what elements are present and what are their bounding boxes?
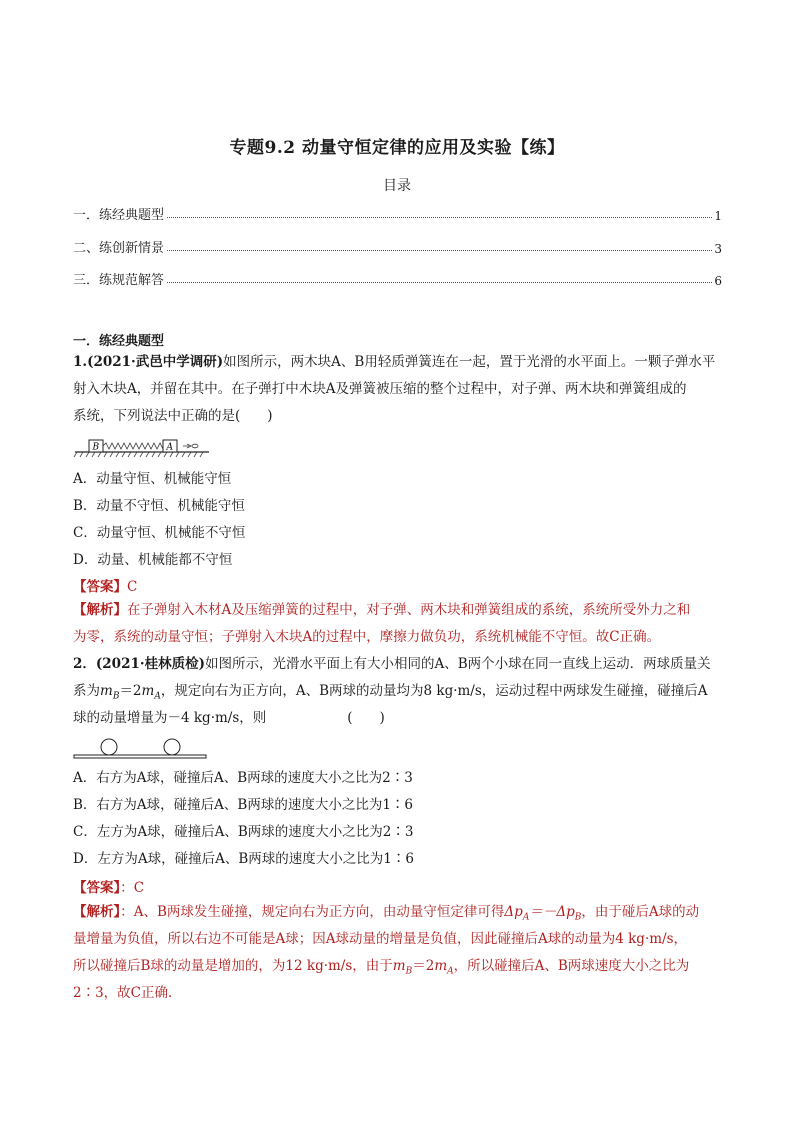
answer-line [73, 876, 144, 896]
stem-line: 如图所示，光滑水平面上有大小相同的A、B两个小球在同一直线上运动．两球质量关 [204, 656, 711, 672]
toc-entry[interactable] [73, 236, 722, 256]
option-d[interactable]: D．动量、机械能都不守恒 [73, 552, 233, 568]
spring-blocks-figure [73, 434, 213, 460]
block-b-label: B [92, 442, 100, 453]
bullet [192, 444, 198, 448]
stem-line: 系统，下列说法中正确的是( ) [73, 408, 273, 424]
math-sub: A [447, 966, 454, 977]
answer-label: 【答案】 [73, 579, 127, 595]
toc-entry-page: 1 [714, 209, 722, 223]
option-a[interactable]: A．动量守恒、机械能守恒 [73, 471, 232, 487]
analysis-line: 在子弹射入木材A及压缩弹簧的过程中，对子弹、两木块和弹簧组成的系统，系统所受外力之和 [127, 602, 691, 618]
analysis-text: ，所以碰撞后A、B两球速度大小之比为 [453, 958, 690, 974]
toc-leader [167, 281, 712, 283]
answer-value: ：C [120, 880, 145, 896]
answer-value: C [127, 579, 138, 595]
block-a-label: A [166, 442, 173, 453]
option-c[interactable]: C．左方为A球，碰撞后A、B两球的速度大小之比为2∶3 [73, 824, 414, 840]
analysis-text: ：A、B两球发生碰撞，规定向右为正方向，由动量守恒定律可得 [120, 904, 505, 920]
bullet-arrow [183, 444, 191, 448]
analysis-block [73, 597, 723, 651]
analysis-text: 所以碰撞后B球的动量是增加的，为12 kg·m/s，由于 [73, 958, 393, 974]
ball-left [101, 739, 117, 755]
stem-text: 系为 [73, 683, 100, 699]
answer-label: 【答案】 [73, 880, 121, 896]
toc-entry-page: 3 [714, 242, 722, 256]
math-sub: B [574, 912, 582, 923]
toc-entry-label: 三．练规范解答 [73, 273, 165, 288]
track [74, 755, 206, 758]
analysis-line: 为零，系统的动量守恒；子弹射入木块A的过程中，摩擦力做负功，系统机械能不守恒。故C正确。 [73, 629, 661, 645]
math-var: m [141, 683, 155, 699]
analysis-block [73, 899, 723, 1007]
toc-heading: 目录 [383, 178, 411, 194]
toc-entry-label: 一．练经典题型 [73, 208, 165, 223]
spring [103, 443, 165, 449]
ball-right [164, 739, 180, 755]
section-heading: 一．练经典题型 [73, 334, 165, 349]
analysis-line: 2∶3，故C正确． [73, 985, 182, 1001]
question-2-stem [73, 651, 723, 732]
option-b[interactable]: B．动量不守恒、机械能守恒 [73, 498, 245, 514]
question-source: (2021·武邑中学调研) [87, 354, 224, 370]
math-var: m [434, 958, 448, 974]
math-var: m [392, 958, 406, 974]
math-sub: B [405, 966, 413, 977]
toc-entry-label: 二、练创新情景 [73, 241, 165, 256]
math-var: ＝－Δp [529, 904, 575, 920]
option-d[interactable]: D．左方为A球，碰撞后A、B两球的速度大小之比为1∶6 [73, 851, 414, 867]
stem-line: 射入木块A，并留在其中。在子弹打中木块A及弹簧被压缩的整个过程中，对子弹、两木块和弹簧组成的 [73, 381, 687, 397]
stem-text: ，规定向右为正方向，A、B两球的动量均为8 kg·m/s，运动过程中两球发生碰撞，碰撞后A [160, 683, 708, 699]
analysis-label: 【解析】 [73, 602, 127, 618]
toc-entry[interactable] [73, 203, 722, 223]
analysis-text: ，由于碰后A球的动 [581, 904, 700, 920]
toc-entry-page: 6 [714, 274, 722, 288]
analysis-label: 【解析】 [73, 904, 121, 920]
stem-line: 如图所示，两木块A、B用轻质弹簧连在一起，置于光滑的水平面上。一颗子弹水平 [223, 354, 716, 370]
math-var: Δp [504, 904, 523, 920]
answer-line [73, 575, 137, 595]
question-number: 1. [73, 354, 88, 370]
question-1-stem [73, 349, 723, 430]
option-a[interactable]: A．右方为A球，碰撞后A、B两球的速度大小之比为2∶3 [73, 770, 413, 786]
toc-leader [167, 216, 712, 218]
option-b[interactable]: B．右方为A球，碰撞后A、B两球的速度大小之比为1∶6 [73, 797, 414, 813]
math-sub: A [522, 912, 530, 923]
question-number: 2． [73, 656, 96, 672]
option-c[interactable]: C．动量守恒、机械能不守恒 [73, 525, 246, 541]
question-source: (2021·桂林质检) [95, 656, 205, 672]
stem-text: ＝2 [119, 683, 142, 699]
toc-leader [167, 249, 712, 251]
math-sub: B [112, 691, 120, 702]
analysis-text: ＝2 [412, 958, 435, 974]
math-var: m [100, 683, 113, 699]
toc-entry[interactable] [73, 268, 722, 288]
analysis-line: 量增量为负值，所以右边不可能是A球；因A球动量的增量是负值，因此碰撞后A球的动量为4 kg·m/s， [73, 931, 688, 947]
stem-line: 球的动量增量为－4 kg·m/s，则 ( ) [73, 710, 385, 726]
page-title: 专题9.2 动量守恒定律的应用及实验【练】 [229, 138, 565, 158]
math-sub: A [154, 691, 161, 702]
two-balls-figure [73, 736, 209, 760]
